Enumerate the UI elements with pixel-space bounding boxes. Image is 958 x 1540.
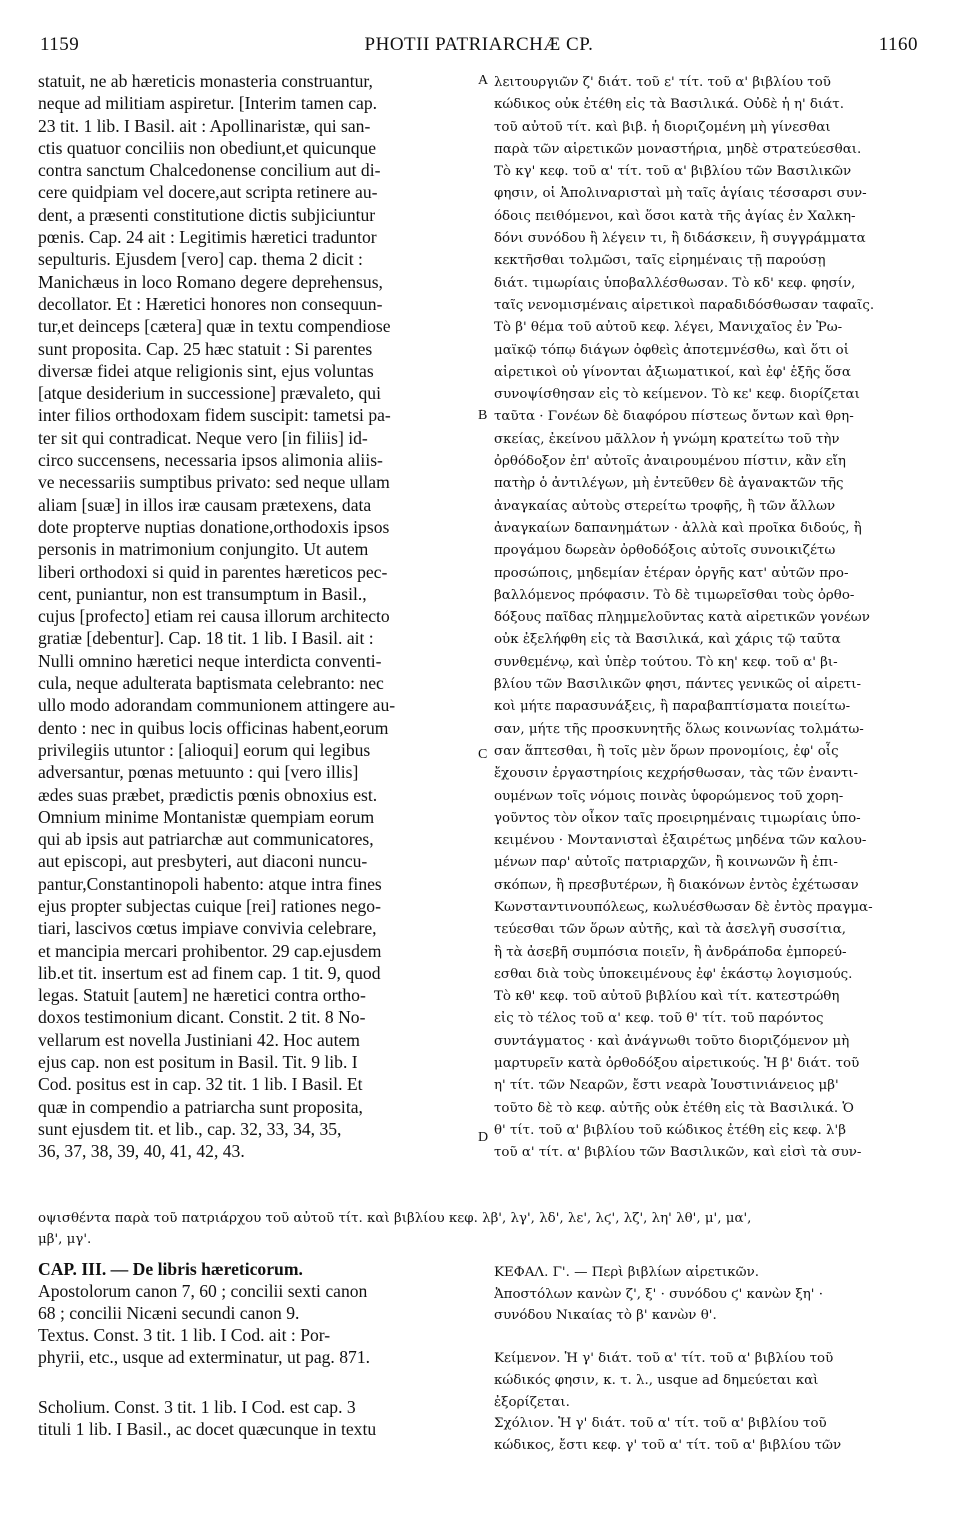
text-line: inter filios orthodoxam fidem suscipit: tametsi pa- [38,405,391,426]
text-line: Manichæus in loco Romano degere deprehensus, [38,271,383,292]
text-line: lib.et tit. insertum est ad finem cap. 1 tit. 9, quod [38,962,381,983]
text-line: sepulturis. Ejusdem [vero] cap. thema 2 dicit : [38,249,363,270]
text-line: προσώποις, μηδεμίαν ἑτέραν ὀργῆς κατ' αὐτῶν προ- [494,565,849,581]
text-line: οψισθέντα παρὰ τοῦ πατριάρχου τοῦ αὐτοῦ τίτ. καὶ βιβλίου κεφ. λβ', λγ', λδ', λε', λϛ', λζ', λη' λθ', μ', μα', [38,1211,752,1226]
text-line: ædes suas præbet, prædictis pœnis obnoxius est. [38,784,378,805]
text-line: Cod. positus est in cap. 32 tit. 1 lib. I Basil. Et [38,1074,363,1095]
text-line: συνθεμένῳ, καὶ ὑπὲρ τούτου. Τὸ κη' κεφ. τοῦ α' βι- [494,654,838,670]
text-line: Σχόλιον. Ἡ γ' διάτ. τοῦ α' τίτ. τοῦ α' βιβλίου τοῦ [494,1416,827,1432]
text-line: ctis quatuor conciliis non obediunt,et quicunque [38,137,377,158]
text-line: cere quidpiam vel docere,aut scripta retinere au- [38,182,378,203]
text-line: η' τίτ. τῶν Νεαρῶν, ἔστι νεαρὰ Ἰουστινιάνειος μβ' [494,1078,839,1094]
text-line: [atque desiderium in successione] prævaleto, qui [38,383,381,404]
section-heading-greek: ΚΕΦΑΛ. Γ'. — Περὶ βιβλίων αἱρετικῶν. [494,1265,759,1280]
text-line: ἀναγκαίας αὐτοὺς στερείτω τροφῆς, ἢ τῶν ἄλλων [494,498,836,514]
text-line: vellarum est novella Justiniani 42. Hoc autem [38,1029,360,1050]
margin-marker-b: B [478,408,488,423]
text-line: Κωνσταντινουπόλεως, κωλυέσθωσαν δὲ ἐντὸς πραγμα- [494,899,873,915]
margin-marker-d: D [478,1130,489,1145]
text-line: Apostolorum canon 7, 60 ; concilii sexti canon [38,1281,368,1301]
text-line: συνοψίσθησαν εἰς τὸ κείμενον. Τὸ κε' κεφ. διορίζεται [494,387,860,403]
text-line: ἐξορίζεται. [494,1394,570,1410]
text-line: tituli 1 lib. I Basil., ac docet quæcunque in textu [38,1419,377,1439]
text-line: personis in matrimonium conjungito. Ut autem [38,539,369,560]
running-header [40,34,918,58]
text-line: cujus [profecto] etiam rei causa illorum architecto [38,606,390,627]
text-line: συντάγματος · καὶ ἀνάγνωθι τοῦτο διοριζόμενον μὴ [494,1033,850,1049]
text-line: 36, 37, 38, 39, 40, 41, 42, 43. [38,1141,245,1162]
text-line: ταῦτα · Γονέων δὲ διαφόρου πίστεως ὄντων καὶ θρη- [494,409,854,425]
text-line: privilegiis utuntor : [alioqui] eorum qui legibus [38,739,371,760]
text-line: gratiæ [debentur]. Cap. 18 tit. 1 lib. I Basil. ait : [38,628,374,649]
text-line: βλίου τῶν Βασιλικῶν φησι, πάντες γενικῶς οἱ αἱρετι- [494,677,861,693]
text-line: 68 ; concilii Nicæni secundi canon 9. [38,1303,300,1323]
text-line: Ἀποστόλων κανὼν ζ', ξ' · συνόδου ϛ' κανὼν ξη' · [494,1286,823,1302]
text-line: σαν, μήτε τῆς προσκυνητῆς ὅλως κοινωνίας τολμάτω- [494,721,864,737]
page-number-right: 1160 [878,34,918,55]
latin-scholium [38,1396,475,1440]
text-line: όδοις πειθόμενοι, καὶ ὅσοι κατὰ τῆς ἁγίας ἐν Χαλκη- [494,208,856,224]
text-line: μβ', μγ'. [38,1232,92,1247]
text-line: κώδικος, ἔστι κεφ. γ' τοῦ α' τίτ. τοῦ α' βιβλίου τῶν [494,1437,842,1453]
text-line: φησιν, οἱ Ἀπολιναρισταὶ μὴ ταῖς ἁγίαις τέσσαρσι συν- [494,186,867,202]
text-line: ἀναγκαίων δαπανημάτων · ἀλλὰ καὶ προῖκα διδούς, ἢ [494,520,862,536]
text-line: dento : nec in quibus locis officinas habent,eorum [38,717,389,738]
text-line: Τὸ κγ' κεφ. τοῦ α' τίτ. τοῦ α' βιβλίου τῶν Βασιλικῶν [494,164,852,180]
text-line: quæ in compendio a patriarcha sunt proposita, [38,1096,363,1117]
text-line: ter sit qui contradicat. Neque vero [in filiis] id- [38,427,368,448]
text-line: liberi orthodoxi si quid in parentes hæreticos pec- [38,561,388,582]
text-line: κειμένου · Μοντανισταὶ ἐξαιρέτως μηδένα τῶν καλου- [494,833,867,849]
text-line: doxos testimonium dicant. Constit. 2 tit. 8 No- [38,1007,366,1028]
text-line: λειτουργιῶν ζ' διάτ. τοῦ ε' τίτ. τοῦ α' βιβλίου τοῦ [494,75,831,90]
greek-column [494,72,926,1165]
text-line: cula, neque adulterata baptismata celebranto: nec [38,673,384,694]
text-line: ve necessariis sumptibus privato: sed neque ullam [38,472,390,493]
text-line: pœnis. Cap. 24 ait : Legitimis hæretici traduntor [38,227,377,248]
text-line: βαλλόμενος πρόφασιν. Τὸ δὲ τιμωρεῖσθαι τοὺς ὀρθο- [494,587,855,603]
text-line: κώδικός φησιν, κ. τ. λ., usque ad δημεύεται καὶ [494,1372,819,1388]
text-line: Nulli omnino hæretici neque interdicta conventi- [38,650,382,671]
text-line: Omnium minime Montanistæ quempiam eorum [38,806,375,827]
text-line: δόνι συνόδου ἢ λέγειν τι, ἢ διδάσκειν, ἢ συγγράμματα [494,231,866,247]
text-line: Κείμενον. Ἡ γ' διάτ. τοῦ α' τίτ. τοῦ α' βιβλίου τοῦ [494,1351,834,1367]
text-line: σαν ἅπτεσθαι, ἢ τοῖς μὲν ὅρων προνομίοις, ἐφ' οἷς [494,743,839,759]
text-line: ullo modo adorandam communionem attingere au- [38,695,396,716]
text-line: aut episcopi, aut presbyteri, aut diaconi nuncu- [38,851,368,872]
page-number-left: 1159 [40,34,80,55]
text-line: πατὴρ ὁ ἀντιλέγων, μὴ ἐντεῦθεν δὲ ἀγανακτῶν τῆς [494,476,844,492]
text-line: μαϊκῷ τόπῳ διάγων ὀφθεὶς ἀποτεμνέσθω, καὶ ὅτι οἱ [494,342,849,358]
text-line: σκείας, ἐκείνου μᾶλλον ἡ γνώμη κρατείτω τοῦ τὴν [494,431,840,447]
margin-marker-a: A [478,73,489,88]
text-line: μαρτυρεῖν κατὰ ὀρθοδόξου αἱρετικούς. Ἡ β' διάτ. τοῦ [494,1056,860,1072]
latin-column [38,70,475,1163]
text-line: ἢ τὰ ἀσεβῆ συμπόσια ποιεῖν, ἢ ἀνδράποδα ἐμπορεύ- [494,944,847,960]
text-line [494,1327,926,1349]
text-line: σκόπων, ἢ πρεσβυτέρων, ἢ διακόνων ἐντὸς ἐχέτωσαν [494,877,859,893]
text-line: ταῖς νενομισμέναις αἱρετικοὶ παραδιδόσθωσαν ταφαῖς. [494,297,875,313]
text-line: adversantur, pœnas metuunto : qui [vero illis] [38,762,359,783]
text-line: et mancipia mercari prohibentor. 29 cap.ejusdem [38,940,382,961]
text-line: decollator. Et : Hæretici honores non consequun- [38,293,383,314]
text-line: τοῦ α' τίτ. α' βιβλίου τῶν Βασιλικῶν, καὶ εἰσὶ τὰ συν- [494,1145,862,1161]
text-line: ὀρθόδοξον ἐπ' αὐτοῖς ἀναιρουμένου πίστιν, κἂν εἴη [494,454,846,470]
greek-section [494,1262,926,1456]
text-line: μένων παρ' αὐτοῖς πατριαρχῶν, ἢ κοινωνῶν ἢ ἐπι- [494,855,838,871]
section-heading-latin: CAP. III. — De libris hæreticorum. [38,1259,303,1279]
text-line: diversæ fidei atque religionis sint, ejus voluntas [38,360,374,381]
text-line: δόξους παῖδας πλημμελοῦντας κατὰ αἱρετικῶν γονέων [494,610,870,626]
text-line: διάτ. τιμωρίαις ὑποβαλλέσθωσαν. Τὸ κδ' κεφ. φησίν, [494,275,856,291]
latin-section [38,1258,475,1368]
text-line: κώδικος οὐκ ἐτέθη εἰς τὰ Βασιλικά. Οὐδὲ ἡ η' διάτ. [494,97,844,113]
text-line: οὐκ ἐξελήφθη εἰς τὰ Βασιλικά, καὶ χάρις τῷ ταῦτα [494,632,841,648]
text-line: γοῦντος τὸν οἶκον ταῖς προειρημέναις τιμωρίαις ὑπο- [494,810,861,826]
text-line: sunt ejusdem tit. et lib., cap. 32, 33, 34, 35, [38,1118,342,1139]
text-line: 23 tit. 1 lib. I Basil. ait : Apollinaristæ, qui san- [38,115,371,136]
margin-marker-c: C [478,747,488,762]
text-line: Τὸ β' θέμα τοῦ αὐτοῦ κεφ. λέγει, Μανιχαῖος ἐν Ῥω- [494,320,843,336]
text-line: ejus propter subjectas cuique [rei] rationes nego- [38,895,381,916]
text-line: cent, puniantur, non est transumptum in Basil., [38,583,367,604]
text-line: neque ad militiam aspiretur. [Interim tamen cap. [38,93,378,114]
running-title: PHOTII PATRIARCHÆ CP. [364,34,594,55]
text-line: κεκτῆσθαι τολμῶσι, ταῖς εἰρημέναις τῇ παρούσῃ [494,253,826,269]
text-line: phyrii, etc., usque ad exterminatur, ut pag. 871. [38,1347,371,1367]
text-line: εσθαι διὰ τοὺς ὑποκειμένους ἐφ' ἑκάστῳ λογισμούς. [494,966,853,982]
text-line: κοὶ μήτε παρασυνάξεις, ἢ παραβαπτίσματα ποιείτω- [494,699,851,715]
text-line: contra sanctum Chalcedonense concilium aut di- [38,160,381,181]
text-line: legas. Statuit [autem] ne hæretici contra ortho- [38,985,366,1006]
text-line: παρὰ τῶν αἱρετικῶν μοναστήρια, μηδὲ στρατεύεσθαι. [494,141,862,157]
text-line: Τὸ κθ' κεφ. τοῦ αὐτοῦ βιβλίου καὶ τίτ. κατεστρώθη [494,989,840,1005]
text-line: τοῦ αὐτοῦ τίτ. καὶ βιβ. ἡ διοριζομένη μὴ γίνεσθαι [494,119,831,135]
text-line: pantur,Constantinopoli habento: atque intra fines [38,873,382,894]
text-line: θ' τίτ. τοῦ α' βιβλίου τοῦ κώδικος ἐτέθη εἰς κεφ. λ'β [494,1122,846,1138]
text-line: dote propterve nuptias donatione,orthodoxis ipsos [38,516,390,537]
text-line: sunt proposita. Cap. 25 hæc statuit : Si parentes [38,338,373,359]
text-line: ουμένων τοῖς νόμοις ποινὰς ὑφορώμενος τοῦ χορη- [494,788,844,804]
text-line: aliam [suæ] in illos iræ causam prætexens, data [38,494,372,515]
text-line: τοῦτο δὲ τὸ κεφ. αὐτῆς οὐκ ἐτέθη εἰς τὰ Βασιλικά. Ὁ [494,1100,854,1116]
text-line: Textus. Const. 3 tit. 1 lib. I Cod. ait : Por- [38,1325,331,1345]
text-line: dent, a præsenti constitutione dictis subjiciuntur [38,204,376,225]
text-line: προγάμου δωρεὰν ὀρθοδόξοις αὐτοῖς συνοικιζέτω [494,543,836,559]
text-line: ἔχουσιν ἐργαστηρίοις κεχρήσθωσαν, τὰς τῶν ἐναντι- [494,766,859,782]
text-line: statuit, ne ab hæreticis monasteria construantur, [38,71,373,91]
text-line: Scholium. Const. 3 tit. 1 lib. I Cod. est cap. 3 [38,1397,356,1417]
text-line: τεύεσθαι τῶν ὅρων αὐτῆς, καὶ τὰ ἀσελγῆ συσσίτια, [494,922,847,938]
text-line: ejus cap. non est positum in Basil. Tit. 9 lib. I [38,1052,358,1073]
text-line: αἱρετικοὶ οὐ γίνονται ἀξιωματικοί, καὶ ἐφ' ἑξῆς ὅσα [494,364,851,380]
text-line: tur,et deinceps [cætera] quæ in textu compendiose [38,316,391,337]
greek-fullwidth-continuation [38,1208,922,1250]
text-line: συνόδου Νικαίας τὸ β' κανὼν θ'. [494,1308,717,1324]
text-line: qui ab ipsis aut patriarchæ aut communicatores, [38,829,374,850]
text-line: circo succensens, necessaria ipsos alimonia aliis- [38,450,383,471]
text-line: εἰς τὸ τέλος τοῦ α' κεφ. τοῦ θ' τίτ. τοῦ παρόντος [494,1011,824,1027]
text-line: tiari, lascivos cœtus impiave convivia celebrare, [38,918,377,939]
